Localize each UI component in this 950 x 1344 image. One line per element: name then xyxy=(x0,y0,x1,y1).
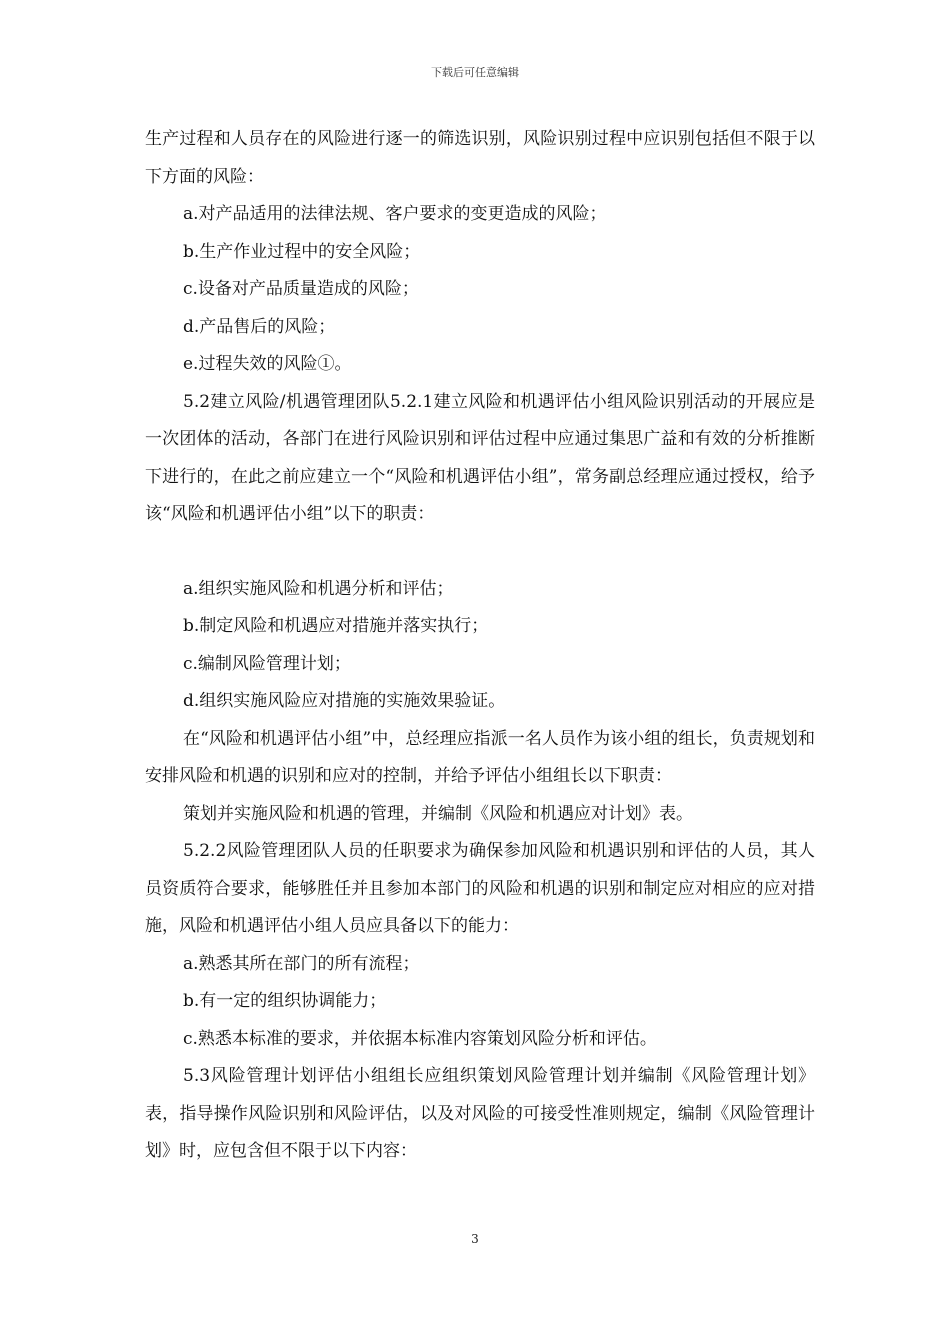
list-item-b: b.生产作业过程中的安全风险； xyxy=(183,241,421,262)
paragraph-continuation: 生产过程和人员存在的风险进行逐一的筛选识别，风险识别过程中应识别包括但不限于以下方面的风险： xyxy=(145,129,815,187)
section-5-2-paragraph: 5.2建立风险/机遇管理团队5.2.1建立风险和机遇评估小组风险识别活动的开展应是一次团体的活动，各部门在进行风险识别和评估过程中应通过集思广益和有效的分析推断下进行的，在此之前应建立一个“风险和机遇评估小组”，常务副总经理应通过授权，给予该“风险和机遇评估小组”以下的职责： xyxy=(145,391,815,524)
team-leader-paragraph: 在“风险和机遇评估小组”中，总经理应指派一名人员作为该小组的组长，负责规划和安排风险和机遇的识别和应对的控制，并给予评估小组组长以下职责： xyxy=(145,728,815,786)
duty-item-c: c.编制风险管理计划； xyxy=(183,653,351,674)
document-body xyxy=(145,121,815,1171)
page-header: 下载后可任意编辑 xyxy=(431,66,519,79)
ability-item-b: b.有一定的组织协调能力； xyxy=(183,991,387,1011)
section-5-3-paragraph: 5.3风险管理计划评估小组组长应组织策划风险管理计划并编制《风险管理计划》表，指导操作风险识别和风险评估，以及对风险的可接受性准则规定，编制《风险管理计划》时，应包含但不限于以下内容： xyxy=(145,1066,815,1161)
blank-line xyxy=(145,534,815,571)
section-5-2-2-paragraph: 5.2.2风险管理团队人员的任职要求为确保参加风险和机遇识别和评估的人员，其人员资质符合要求，能够胜任并且参加本部门的风险和机遇的识别和制定应对相应的应对措施，风险和机遇评估小组人员应具备以下的能力： xyxy=(145,841,815,936)
list-item-a: a.对产品适用的法律法规、客户要求的变更造成的风险； xyxy=(183,204,607,224)
list-item-e: e.过程失效的风险①。 xyxy=(183,354,352,374)
page-number: 3 xyxy=(471,1232,479,1246)
duty-item-b: b.制定风险和机遇应对措施并落实执行； xyxy=(183,616,489,636)
leader-duty-paragraph: 策划并实施风险和机遇的管理，并编制《风险和机遇应对计划》表。 xyxy=(183,803,693,824)
ability-item-c: c.熟悉本标准的要求，并依据本标准内容策划风险分析和评估。 xyxy=(183,1028,657,1049)
ability-item-a: a.熟悉其所在部门的所有流程； xyxy=(183,953,420,974)
duty-item-d: d.组织实施风险应对措施的实施效果验证。 xyxy=(183,691,506,711)
list-item-d: d.产品售后的风险； xyxy=(183,316,336,337)
list-item-c: c.设备对产品质量造成的风险； xyxy=(183,279,419,299)
duty-item-a: a.组织实施风险和机遇分析和评估； xyxy=(183,578,454,599)
